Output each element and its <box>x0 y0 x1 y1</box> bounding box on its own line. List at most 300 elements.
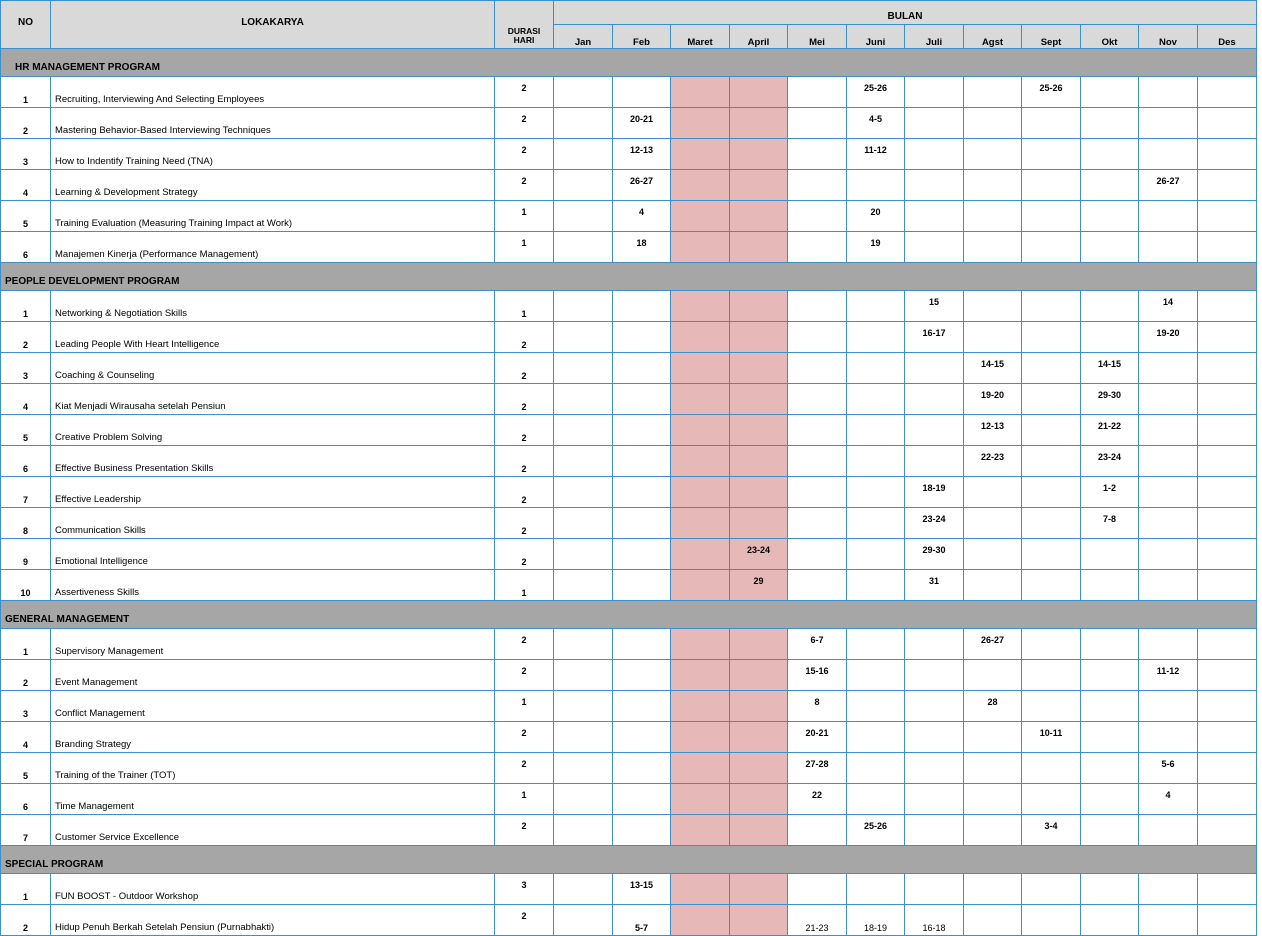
schedule-cell-april <box>730 415 788 446</box>
duration-days: 1 <box>495 784 554 815</box>
table-row <box>1 539 1257 570</box>
schedule-cell-juli <box>905 77 964 108</box>
schedule-cell-sept <box>1022 570 1081 601</box>
row-number: 5 <box>1 415 51 446</box>
schedule-cell-maret <box>671 77 730 108</box>
row-number: 3 <box>1 353 51 384</box>
header-durasi: DURASI <box>507 26 541 36</box>
schedule-cell-juli <box>905 446 964 477</box>
schedule-cell-sept <box>1022 201 1081 232</box>
schedule-cell-juni: 19 <box>847 232 905 263</box>
schedule-cell-agst: 28 <box>964 691 1022 722</box>
schedule-cell-jan <box>554 905 613 936</box>
schedule-cell-maret <box>671 570 730 601</box>
duration-days: 2 <box>495 539 554 570</box>
table-row <box>1 170 1257 201</box>
table-row <box>1 291 1257 322</box>
workshop-name: FUN BOOST - Outdoor Workshop <box>51 874 495 905</box>
schedule-cell-april <box>730 874 788 905</box>
schedule-cell-juni <box>847 629 905 660</box>
schedule-cell-feb <box>613 629 671 660</box>
schedule-cell-des <box>1198 784 1257 815</box>
schedule-cell-feb <box>613 660 671 691</box>
workshop-name: Training of the Trainer (TOT) <box>51 753 495 784</box>
schedule-cell-maret <box>671 477 730 508</box>
schedule-cell-mei <box>788 139 847 170</box>
schedule-cell-jan <box>554 201 613 232</box>
table-row <box>1 77 1257 108</box>
schedule-cell-agst <box>964 108 1022 139</box>
duration-days: 2 <box>495 446 554 477</box>
schedule-cell-sept <box>1022 905 1081 936</box>
schedule-cell-feb <box>613 77 671 108</box>
table-row <box>1 384 1257 415</box>
schedule-cell-feb: 20-21 <box>613 108 671 139</box>
schedule-cell-juli: 16-18 <box>905 905 964 936</box>
schedule-cell-juli: 29-30 <box>905 539 964 570</box>
schedule-cell-juni <box>847 322 905 353</box>
schedule-cell-feb <box>613 691 671 722</box>
schedule-cell-maret <box>671 691 730 722</box>
workshop-name: Supervisory Management <box>51 629 495 660</box>
schedule-cell-nov <box>1139 108 1198 139</box>
schedule-cell-maret <box>671 201 730 232</box>
schedule-cell-okt: 1-2 <box>1081 477 1139 508</box>
duration-days: 2 <box>495 384 554 415</box>
duration-days: 2 <box>495 415 554 446</box>
schedule-cell-sept <box>1022 691 1081 722</box>
table-row <box>1 508 1257 539</box>
schedule-cell-feb: 26-27 <box>613 170 671 201</box>
duration-days: 2 <box>495 170 554 201</box>
workshop-name: Coaching & Counseling <box>51 353 495 384</box>
workshop-name: Effective Business Presentation Skills <box>51 446 495 477</box>
schedule-cell-nov <box>1139 415 1198 446</box>
schedule-cell-des <box>1198 660 1257 691</box>
schedule-cell-feb <box>613 291 671 322</box>
schedule-cell-okt <box>1081 108 1139 139</box>
schedule-cell-jan <box>554 874 613 905</box>
schedule-cell-juni <box>847 874 905 905</box>
schedule-cell-des <box>1198 384 1257 415</box>
schedule-cell-jan <box>554 232 613 263</box>
schedule-cell-des <box>1198 170 1257 201</box>
row-number: 1 <box>1 291 51 322</box>
schedule-cell-des <box>1198 905 1257 936</box>
schedule-cell-sept <box>1022 384 1081 415</box>
schedule-cell-juni <box>847 784 905 815</box>
schedule-cell-jan <box>554 415 613 446</box>
schedule-cell-okt <box>1081 139 1139 170</box>
schedule-cell-maret <box>671 353 730 384</box>
schedule-cell-okt <box>1081 77 1139 108</box>
schedule-cell-sept <box>1022 232 1081 263</box>
schedule-cell-juni <box>847 477 905 508</box>
schedule-cell-agst: 22-23 <box>964 446 1022 477</box>
header-bulan: BULAN <box>554 1 1257 25</box>
duration-days: 1 <box>495 691 554 722</box>
schedule-cell-april <box>730 508 788 539</box>
schedule-cell-feb <box>613 353 671 384</box>
schedule-cell-april <box>730 139 788 170</box>
schedule-cell-sept <box>1022 629 1081 660</box>
schedule-cell-agst <box>964 753 1022 784</box>
schedule-cell-nov <box>1139 815 1198 846</box>
schedule-cell-juni: 20 <box>847 201 905 232</box>
schedule-cell-okt: 29-30 <box>1081 384 1139 415</box>
schedule-cell-nov <box>1139 232 1198 263</box>
schedule-cell-juli <box>905 722 964 753</box>
duration-days: 3 <box>495 874 554 905</box>
schedule-cell-sept <box>1022 753 1081 784</box>
schedule-cell-des <box>1198 570 1257 601</box>
schedule-cell-mei <box>788 874 847 905</box>
schedule-cell-april <box>730 629 788 660</box>
header-month-feb: Feb <box>613 25 671 49</box>
duration-days: 2 <box>495 477 554 508</box>
schedule-cell-juli <box>905 691 964 722</box>
schedule-cell-april <box>730 353 788 384</box>
table-row <box>1 722 1257 753</box>
schedule-cell-feb <box>613 753 671 784</box>
schedule-cell-april: 23-24 <box>730 539 788 570</box>
schedule-cell-des <box>1198 322 1257 353</box>
duration-days: 2 <box>495 629 554 660</box>
schedule-cell-agst <box>964 570 1022 601</box>
table-row <box>1 446 1257 477</box>
schedule-cell-agst <box>964 477 1022 508</box>
duration-days: 2 <box>495 139 554 170</box>
schedule-cell-juni: 18-19 <box>847 905 905 936</box>
schedule-cell-maret <box>671 108 730 139</box>
row-number: 3 <box>1 691 51 722</box>
schedule-cell-sept <box>1022 660 1081 691</box>
row-number: 8 <box>1 508 51 539</box>
schedule-cell-mei <box>788 477 847 508</box>
schedule-cell-des <box>1198 815 1257 846</box>
schedule-cell-juni <box>847 170 905 201</box>
workshop-name: Learning & Development Strategy <box>51 170 495 201</box>
row-number: 2 <box>1 322 51 353</box>
schedule-cell-april <box>730 753 788 784</box>
schedule-cell-feb <box>613 784 671 815</box>
workshop-name: Event Management <box>51 660 495 691</box>
schedule-cell-nov <box>1139 539 1198 570</box>
section-header-row <box>1 49 1257 77</box>
schedule-cell-nov <box>1139 722 1198 753</box>
row-number: 7 <box>1 477 51 508</box>
row-number: 1 <box>1 77 51 108</box>
section-header-row <box>1 263 1257 291</box>
table-row <box>1 201 1257 232</box>
schedule-cell-juli: 31 <box>905 570 964 601</box>
row-number: 6 <box>1 446 51 477</box>
schedule-cell-mei <box>788 170 847 201</box>
schedule-cell-mei <box>788 77 847 108</box>
workshop-name: Leading People With Heart Intelligence <box>51 322 495 353</box>
schedule-cell-juli <box>905 170 964 201</box>
workshop-name: Emotional Intelligence <box>51 539 495 570</box>
workshop-name: Communication Skills <box>51 508 495 539</box>
schedule-cell-maret <box>671 139 730 170</box>
schedule-cell-des <box>1198 108 1257 139</box>
schedule-cell-juni <box>847 570 905 601</box>
row-number: 5 <box>1 201 51 232</box>
schedule-cell-okt <box>1081 753 1139 784</box>
row-number: 4 <box>1 384 51 415</box>
schedule-cell-agst <box>964 201 1022 232</box>
schedule-cell-agst <box>964 170 1022 201</box>
header-month-jan: Jan <box>554 25 613 49</box>
schedule-cell-juni <box>847 508 905 539</box>
schedule-cell-april <box>730 784 788 815</box>
duration-days: 2 <box>495 322 554 353</box>
schedule-cell-april <box>730 691 788 722</box>
section-header-row <box>1 846 1257 874</box>
schedule-cell-juni: 4-5 <box>847 108 905 139</box>
table-row <box>1 691 1257 722</box>
schedule-cell-okt <box>1081 660 1139 691</box>
schedule-cell-agst <box>964 508 1022 539</box>
schedule-cell-feb: 4 <box>613 201 671 232</box>
schedule-cell-nov <box>1139 446 1198 477</box>
schedule-cell-juli: 23-24 <box>905 508 964 539</box>
schedule-cell-nov <box>1139 508 1198 539</box>
schedule-cell-jan <box>554 722 613 753</box>
row-number: 4 <box>1 170 51 201</box>
duration-days: 2 <box>495 722 554 753</box>
schedule-cell-mei <box>788 322 847 353</box>
schedule-cell-nov <box>1139 201 1198 232</box>
workshop-name: Mastering Behavior-Based Interviewing Techniques <box>51 108 495 139</box>
schedule-cell-feb: 12-13 <box>613 139 671 170</box>
schedule-cell-jan <box>554 384 613 415</box>
schedule-cell-jan <box>554 660 613 691</box>
schedule-cell-agst <box>964 722 1022 753</box>
schedule-cell-des <box>1198 232 1257 263</box>
table-header <box>1 1 1257 49</box>
schedule-cell-des <box>1198 77 1257 108</box>
schedule-cell-agst <box>964 322 1022 353</box>
schedule-cell-okt <box>1081 539 1139 570</box>
schedule-cell-nov: 5-6 <box>1139 753 1198 784</box>
schedule-cell-sept <box>1022 322 1081 353</box>
schedule-cell-juni <box>847 660 905 691</box>
duration-days: 2 <box>495 77 554 108</box>
schedule-cell-nov <box>1139 384 1198 415</box>
schedule-cell-des <box>1198 446 1257 477</box>
duration-days: 1 <box>495 201 554 232</box>
schedule-cell-agst <box>964 539 1022 570</box>
row-number: 2 <box>1 108 51 139</box>
schedule-cell-agst: 19-20 <box>964 384 1022 415</box>
schedule-cell-okt <box>1081 629 1139 660</box>
schedule-cell-agst <box>964 139 1022 170</box>
schedule-cell-jan <box>554 508 613 539</box>
schedule-cell-maret <box>671 905 730 936</box>
table-row <box>1 353 1257 384</box>
schedule-cell-jan <box>554 539 613 570</box>
header-no: NO <box>1 1 51 49</box>
schedule-cell-feb <box>613 539 671 570</box>
schedule-cell-maret <box>671 322 730 353</box>
schedule-cell-mei <box>788 415 847 446</box>
schedule-cell-agst <box>964 874 1022 905</box>
section-title: PEOPLE DEVELOPMENT PROGRAM <box>1 263 1257 291</box>
workshop-name: Conflict Management <box>51 691 495 722</box>
schedule-cell-juli: 18-19 <box>905 477 964 508</box>
row-number: 1 <box>1 629 51 660</box>
header-month-mei: Mei <box>788 25 847 49</box>
table-row <box>1 905 1257 936</box>
duration-days: 2 <box>495 815 554 846</box>
schedule-cell-juni <box>847 415 905 446</box>
schedule-cell-maret <box>671 722 730 753</box>
schedule-cell-feb <box>613 477 671 508</box>
workshop-name: Recruiting, Interviewing And Selecting Employees <box>51 77 495 108</box>
schedule-cell-okt <box>1081 905 1139 936</box>
duration-days: 2 <box>495 353 554 384</box>
schedule-cell-mei: 21-23 <box>788 905 847 936</box>
header-month-juli: Juli <box>905 25 964 49</box>
schedule-cell-sept <box>1022 139 1081 170</box>
schedule-cell-april <box>730 108 788 139</box>
schedule-cell-juli <box>905 660 964 691</box>
workshop-name: Manajemen Kinerja (Performance Management) <box>51 232 495 263</box>
table-row <box>1 415 1257 446</box>
schedule-cell-nov: 14 <box>1139 291 1198 322</box>
header-lokakarya: LOKAKARYA <box>51 1 495 49</box>
schedule-cell-des <box>1198 508 1257 539</box>
schedule-cell-agst: 12-13 <box>964 415 1022 446</box>
table-row <box>1 784 1257 815</box>
workshop-name: Time Management <box>51 784 495 815</box>
schedule-cell-april <box>730 446 788 477</box>
schedule-cell-mei: 27-28 <box>788 753 847 784</box>
header-durasi-hari <box>495 1 554 49</box>
schedule-cell-mei <box>788 384 847 415</box>
schedule-cell-sept <box>1022 108 1081 139</box>
workshop-name: Effective Leadership <box>51 477 495 508</box>
schedule-cell-okt: 7-8 <box>1081 508 1139 539</box>
schedule-cell-maret <box>671 539 730 570</box>
schedule-cell-des <box>1198 291 1257 322</box>
section-title: GENERAL MANAGEMENT <box>1 601 1257 629</box>
schedule-cell-nov: 4 <box>1139 784 1198 815</box>
schedule-cell-juli <box>905 384 964 415</box>
table-row <box>1 232 1257 263</box>
duration-days: 1 <box>495 291 554 322</box>
table-row <box>1 874 1257 905</box>
schedule-cell-sept: 3-4 <box>1022 815 1081 846</box>
schedule-cell-nov <box>1139 353 1198 384</box>
row-number: 10 <box>1 570 51 601</box>
schedule-cell-okt <box>1081 784 1139 815</box>
schedule-cell-agst <box>964 291 1022 322</box>
schedule-cell-mei <box>788 291 847 322</box>
schedule-cell-okt: 23-24 <box>1081 446 1139 477</box>
workshop-name: Branding Strategy <box>51 722 495 753</box>
duration-days: 2 <box>495 753 554 784</box>
schedule-cell-okt <box>1081 691 1139 722</box>
schedule-cell-jan <box>554 353 613 384</box>
schedule-cell-april <box>730 201 788 232</box>
header-month-sept: Sept <box>1022 25 1081 49</box>
schedule-cell-juni: 25-26 <box>847 77 905 108</box>
schedule-cell-april <box>730 291 788 322</box>
workshop-name: Creative Problem Solving <box>51 415 495 446</box>
schedule-cell-juni: 25-26 <box>847 815 905 846</box>
schedule-cell-nov <box>1139 629 1198 660</box>
schedule-cell-april <box>730 660 788 691</box>
schedule-cell-feb <box>613 322 671 353</box>
schedule-cell-mei <box>788 539 847 570</box>
schedule-cell-jan <box>554 815 613 846</box>
schedule-cell-sept <box>1022 170 1081 201</box>
schedule-cell-nov <box>1139 905 1198 936</box>
section-title: SPECIAL PROGRAM <box>1 846 1257 874</box>
schedule-cell-mei <box>788 108 847 139</box>
schedule-cell-maret <box>671 629 730 660</box>
duration-days: 2 <box>495 108 554 139</box>
schedule-cell-agst <box>964 660 1022 691</box>
schedule-cell-feb <box>613 384 671 415</box>
schedule-cell-juli <box>905 415 964 446</box>
schedule-cell-mei <box>788 353 847 384</box>
schedule-cell-des <box>1198 353 1257 384</box>
schedule-cell-sept <box>1022 446 1081 477</box>
row-number: 6 <box>1 784 51 815</box>
section-title: HR MANAGEMENT PROGRAM <box>1 49 1257 77</box>
schedule-cell-jan <box>554 446 613 477</box>
row-number: 4 <box>1 722 51 753</box>
schedule-cell-okt <box>1081 874 1139 905</box>
schedule-cell-juli <box>905 629 964 660</box>
duration-days: 1 <box>495 232 554 263</box>
schedule-cell-april <box>730 815 788 846</box>
table-row <box>1 815 1257 846</box>
schedule-cell-mei <box>788 508 847 539</box>
row-number: 9 <box>1 539 51 570</box>
duration-days: 2 <box>495 905 554 936</box>
table-body <box>1 49 1257 936</box>
schedule-cell-nov <box>1139 77 1198 108</box>
schedule-cell-okt <box>1081 570 1139 601</box>
duration-days: 2 <box>495 660 554 691</box>
schedule-cell-okt <box>1081 322 1139 353</box>
schedule-cell-des <box>1198 753 1257 784</box>
schedule-cell-maret <box>671 446 730 477</box>
workshop-name: Assertiveness Skills <box>51 570 495 601</box>
section-header-row <box>1 601 1257 629</box>
schedule-cell-feb <box>613 415 671 446</box>
schedule-cell-juni <box>847 753 905 784</box>
schedule-cell-juli <box>905 753 964 784</box>
schedule-cell-des <box>1198 201 1257 232</box>
schedule-cell-jan <box>554 170 613 201</box>
schedule-cell-april <box>730 722 788 753</box>
schedule-cell-okt: 21-22 <box>1081 415 1139 446</box>
workshop-name: Customer Service Excellence <box>51 815 495 846</box>
schedule-cell-mei: 22 <box>788 784 847 815</box>
schedule-cell-feb <box>613 508 671 539</box>
schedule-cell-agst <box>964 784 1022 815</box>
schedule-cell-juni <box>847 722 905 753</box>
schedule-cell-juni <box>847 353 905 384</box>
schedule-cell-okt <box>1081 232 1139 263</box>
table-row <box>1 629 1257 660</box>
schedule-cell-jan <box>554 570 613 601</box>
